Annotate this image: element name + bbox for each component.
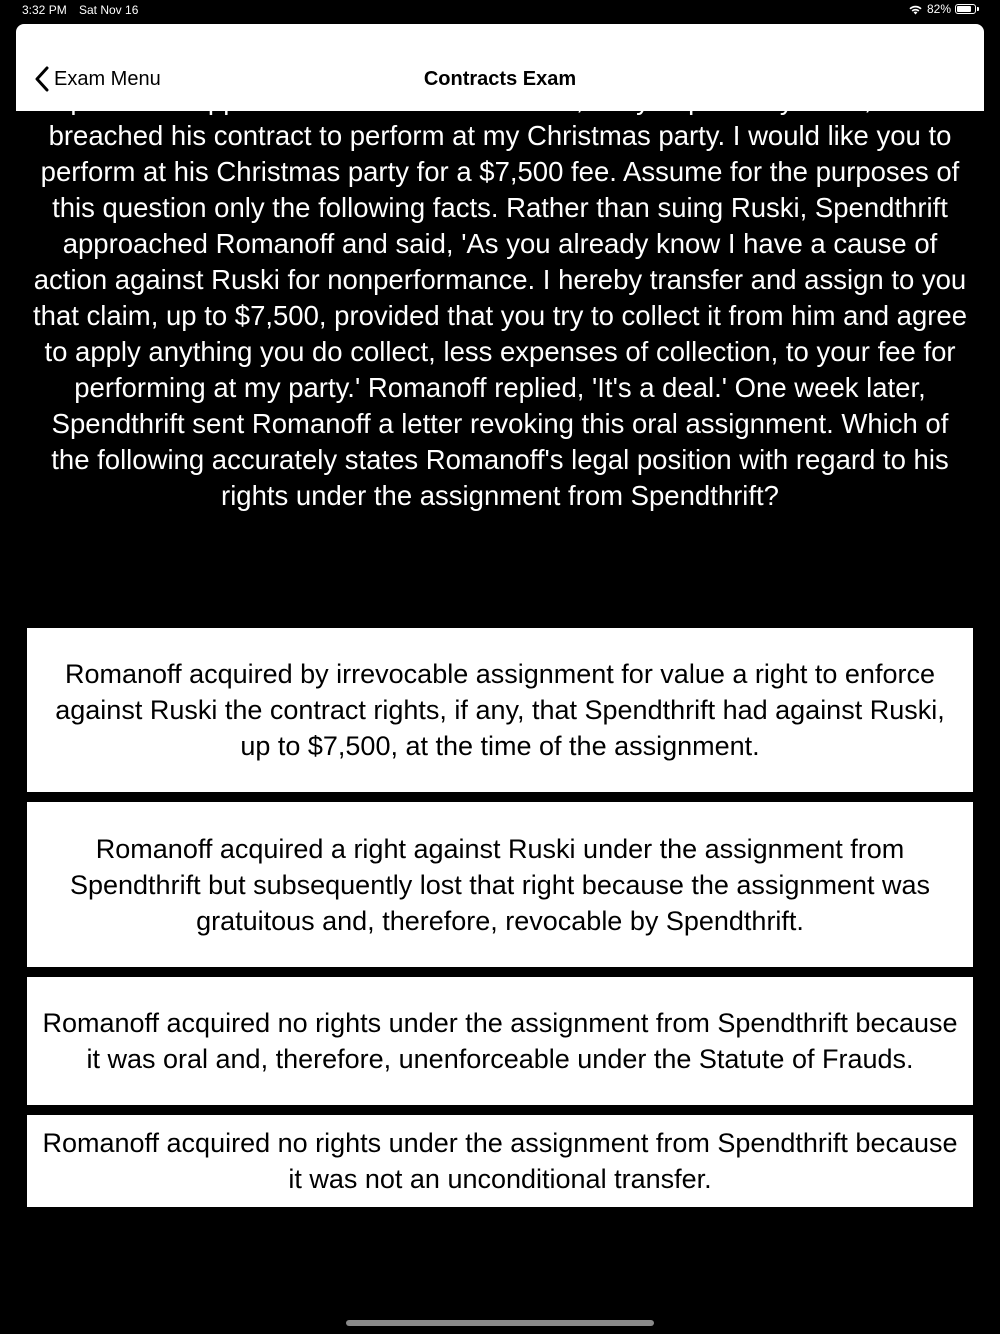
answer-option-text: Romanoff acquired by irrevocable assignment for value a right to enforce against Ruski the contract rights, if any, that Spendthrift had against Ruski, up to $7,500, at the time of the assignment. (55, 659, 945, 761)
home-indicator[interactable] (346, 1320, 654, 1326)
question-text: breached his contract to perform at my Christmas party. I would like you to perform at his Christmas party for a $7,500 fee. Assume for the purposes of this question only the following facts. Rather than suing Ruski, Spendthrift approached Romanoff and said, 'As you already know I have a cause of action against Ruski for nonperformance. I hereby transfer and assign to you that claim, up to $7,500, provided that you try to collect it from him and agree to apply anything you do collect, less expenses of collection, to your fee for performing at my party.' Romanoff replied, 'It's a deal.' One week later, Spendthrift sent Romanoff a letter revoking this oral assignment. Which of the following accurately states Romanoff's legal position with regard to his rights under the assignment from Spendthrift? (33, 120, 967, 511)
nav-header (16, 24, 984, 111)
battery-fill (957, 6, 971, 12)
answer-option-3[interactable] (27, 977, 973, 1105)
status-date: Sat Nov 16 (79, 3, 139, 17)
answer-option-4[interactable] (27, 1115, 973, 1207)
answer-option-text: Romanoff acquired a right against Ruski under the assignment from Spendthrift but subsequently lost that right because the assignment was gratuitous and, therefore, revocable by Spendthrift. (69, 833, 931, 936)
battery-percentage: 82% (926, 2, 951, 16)
answer-list (27, 628, 973, 1217)
answer-option-1[interactable] (27, 628, 973, 792)
status-indicators (908, 2, 976, 16)
answer-option-text: Romanoff acquired no rights under the assignment from Spendthrift because it was not an unconditional transfer. (42, 1128, 958, 1194)
wifi-icon (908, 4, 923, 15)
answer-option-2[interactable] (27, 802, 973, 967)
battery-icon (955, 4, 976, 14)
back-label: Exam Menu (54, 67, 161, 90)
page-title: Contracts Exam (423, 68, 577, 90)
answer-option-text: Romanoff acquired no rights under the assignment from Spendthrift because it was oral and, therefore, unenforceable under the Statute of Frauds. (42, 1008, 958, 1074)
status-bar (0, 0, 1000, 22)
status-time: 3:32 PM (22, 3, 67, 17)
